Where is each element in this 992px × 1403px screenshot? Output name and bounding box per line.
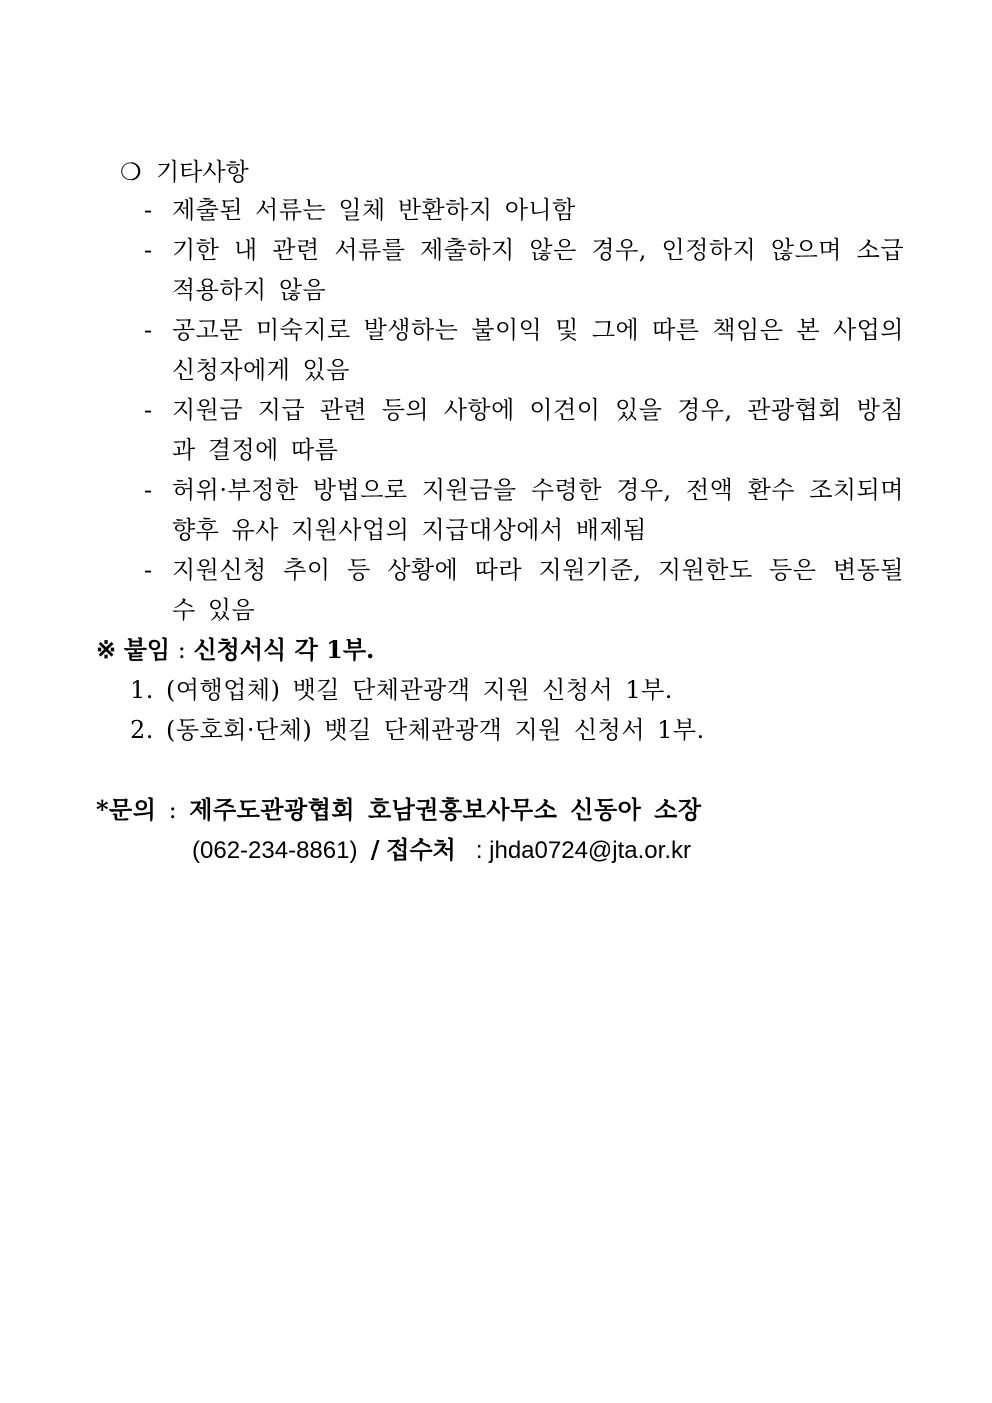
dash-marker: - [144,556,153,584]
note-text: 지원금 지급 관련 등의 사항에 이견이 있을 경우, 관광협회 방침과 결정에 따름 [172,396,904,464]
attachment-list [130,670,705,750]
attachment-heading [96,630,374,670]
note-item [144,230,904,310]
contact-separator: : [168,796,178,824]
receipt-label: 접수처 [386,835,456,864]
dash-marker: - [144,316,153,344]
note-text: 기한 내 관련 서류를 제출하지 않은 경우, 인정하지 않으며 소급 적용하지 않음 [172,236,904,304]
contact-details [192,830,691,871]
attachment-separator: : [177,636,186,664]
note-item [144,470,904,550]
reference-mark: ※ [96,635,117,664]
note-text: 지원신청 추이 등 상황에 따라 지원기준, 지원한도 등은 변동될 수 있음 [172,556,904,624]
notes-list [144,190,904,630]
attachment-item [130,710,705,750]
attachment-number: 1. [130,676,154,704]
dash-marker: - [144,196,153,224]
contact-slash: / [370,835,380,864]
receipt-email: jhda0724@jta.or.kr [489,837,691,864]
attachment-label: 붙임 [123,635,171,664]
contact-label: *문의 [96,795,157,824]
attachment-number: 2. [130,716,154,744]
note-text: 공고문 미숙지로 발생하는 불이익 및 그에 따른 책임은 본 사업의 신청자에게 있음 [172,316,904,384]
attachment-item [130,670,705,710]
attachment-text: (여행업체) 뱃길 단체관광객 지원 신청서 1부. [166,676,673,704]
notes-heading [120,152,249,192]
attachment-text: (동호회·단체) 뱃길 단체관광객 지원 신청서 1부. [166,716,705,744]
dash-marker: - [144,236,153,264]
note-text: 허위·부정한 방법으로 지원금을 수령한 경우, 전액 환수 조치되며 향후 유사 지원사업의 지급대상에서 배제됨 [172,476,904,544]
contact-line [96,790,702,830]
note-item [144,310,904,390]
contact-person: 제주도관광협회 호남권홍보사무소 신동아 소장 [189,795,702,824]
attachment-title: 신청서식 각 1부. [193,635,375,664]
note-item [144,190,904,230]
circle-bullet-icon: ❍ [120,158,142,186]
note-text: 제출된 서류는 일체 반환하지 아니함 [172,196,576,224]
note-item [144,390,904,470]
dash-marker: - [144,476,153,504]
notes-title: 기타사항 [156,158,249,186]
note-item [144,550,904,630]
contact-phone: (062-234-8861) [192,837,358,864]
dash-marker: - [144,396,153,424]
receipt-separator: : [475,837,483,864]
